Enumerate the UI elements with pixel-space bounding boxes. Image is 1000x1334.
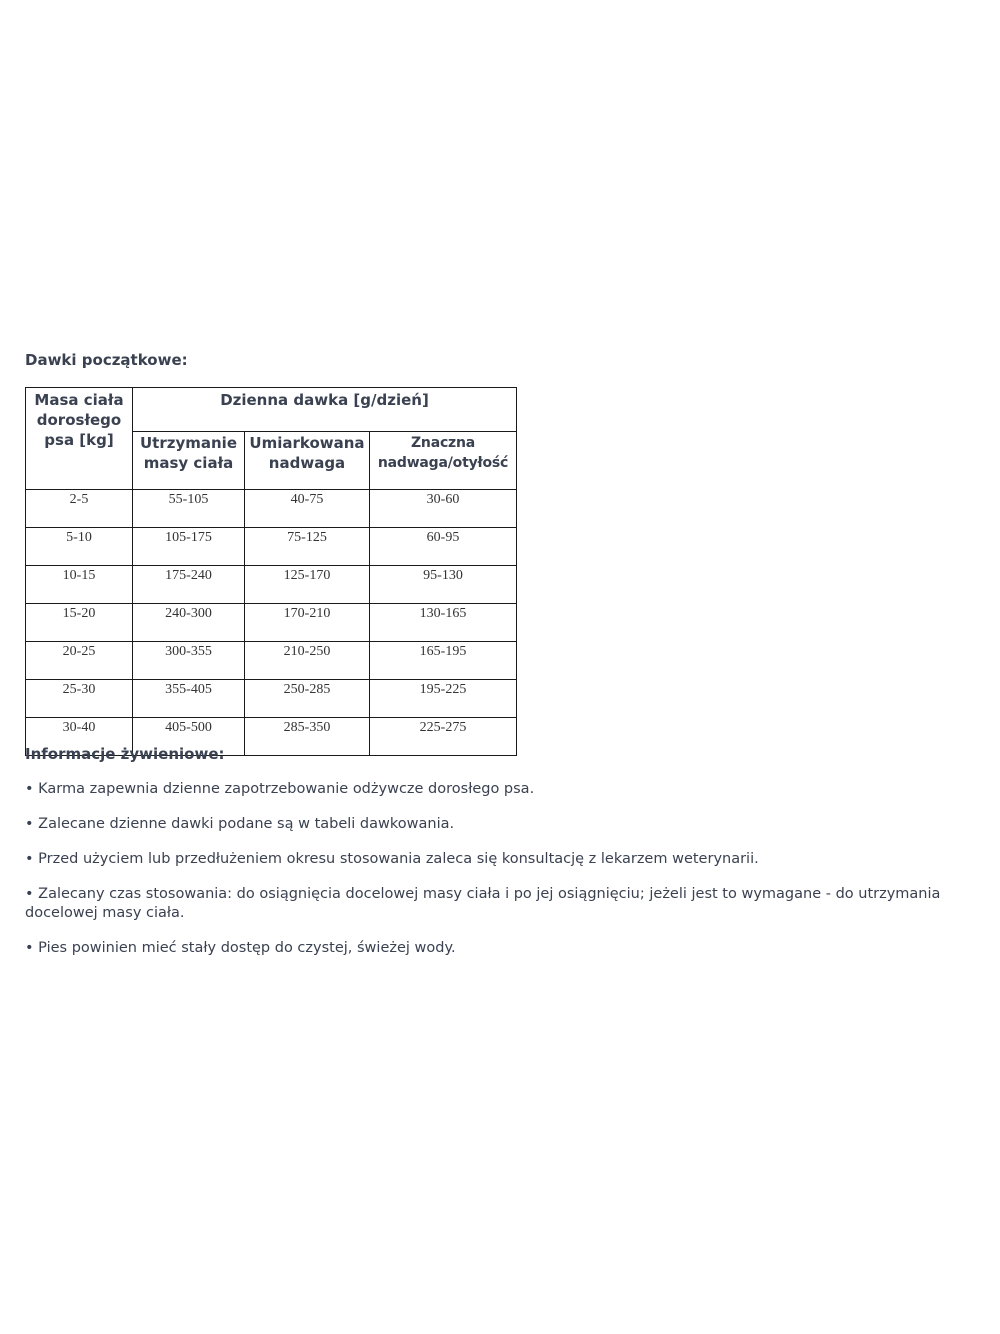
maintenance-cell: 55-105 bbox=[133, 490, 245, 528]
list-item: • Zalecane dzienne dawki podane są w tabeli dawkowania. bbox=[25, 816, 455, 832]
moderate-cell: 250-285 bbox=[245, 680, 370, 718]
table-row bbox=[26, 642, 517, 680]
maintenance-cell: 175-240 bbox=[133, 566, 245, 604]
list-item: • Karma zapewnia dzienne zapotrzebowanie odżywcze dorosłego psa. bbox=[25, 781, 535, 797]
dosage-table bbox=[25, 387, 517, 756]
weight-cell: 20-25 bbox=[26, 642, 133, 680]
daily-dose-group-header: Dzienna dawka [g/dzień] bbox=[133, 388, 517, 432]
list-item: • Zalecany czas stosowania: do osiągnięcia docelowej masy ciała i po jej osiągnięciu; jeżeli jest to wymagane - do utrzymania docelowej masy ciała. bbox=[25, 886, 941, 921]
obesity-cell: 130-165 bbox=[370, 604, 517, 642]
table-row bbox=[26, 604, 517, 642]
maintenance-cell: 300-355 bbox=[133, 642, 245, 680]
weight-cell: 5-10 bbox=[26, 528, 133, 566]
table-row bbox=[26, 528, 517, 566]
moderate-cell: 210-250 bbox=[245, 642, 370, 680]
moderate-cell: 40-75 bbox=[245, 490, 370, 528]
table-row bbox=[26, 680, 517, 718]
weight-column-header: Masa ciała dorosłego psa [kg] bbox=[26, 388, 133, 490]
maintenance-column-header: Utrzymanie masy ciała bbox=[133, 432, 245, 490]
moderate-cell: 170-210 bbox=[245, 604, 370, 642]
maintenance-cell: 105-175 bbox=[133, 528, 245, 566]
obesity-column-header: Znaczna nadwaga/otyłość bbox=[370, 432, 517, 490]
moderate-overweight-column-header: Umiarkowana nadwaga bbox=[245, 432, 370, 490]
table-row bbox=[26, 490, 517, 528]
moderate-cell: 125-170 bbox=[245, 566, 370, 604]
maintenance-cell: 355-405 bbox=[133, 680, 245, 718]
obesity-cell: 95-130 bbox=[370, 566, 517, 604]
list-item: • Pies powinien mieć stały dostęp do czystej, świeżej wody. bbox=[25, 940, 456, 956]
weight-cell: 25-30 bbox=[26, 680, 133, 718]
moderate-cell: 75-125 bbox=[245, 528, 370, 566]
weight-cell: 10-15 bbox=[26, 566, 133, 604]
nutrition-info-list bbox=[25, 780, 975, 974]
weight-cell: 2-5 bbox=[26, 490, 133, 528]
obesity-cell: 60-95 bbox=[370, 528, 517, 566]
moderate-cell: 285-350 bbox=[245, 718, 370, 756]
obesity-cell: 30-60 bbox=[370, 490, 517, 528]
nutrition-info-heading: Informacje żywieniowe: bbox=[25, 745, 225, 763]
obesity-cell: 195-225 bbox=[370, 680, 517, 718]
maintenance-cell: 240-300 bbox=[133, 604, 245, 642]
weight-cell: 15-20 bbox=[26, 604, 133, 642]
list-item: • Przed użyciem lub przedłużeniem okresu stosowania zaleca się konsultację z lekarzem weterynarii. bbox=[25, 851, 759, 867]
obesity-cell: 165-195 bbox=[370, 642, 517, 680]
dosage-heading: Dawki początkowe: bbox=[25, 351, 188, 369]
table-row bbox=[26, 566, 517, 604]
weight-cell: 30-40 bbox=[26, 718, 133, 756]
obesity-cell: 225-275 bbox=[370, 718, 517, 756]
maintenance-cell: 405-500 bbox=[133, 718, 245, 756]
